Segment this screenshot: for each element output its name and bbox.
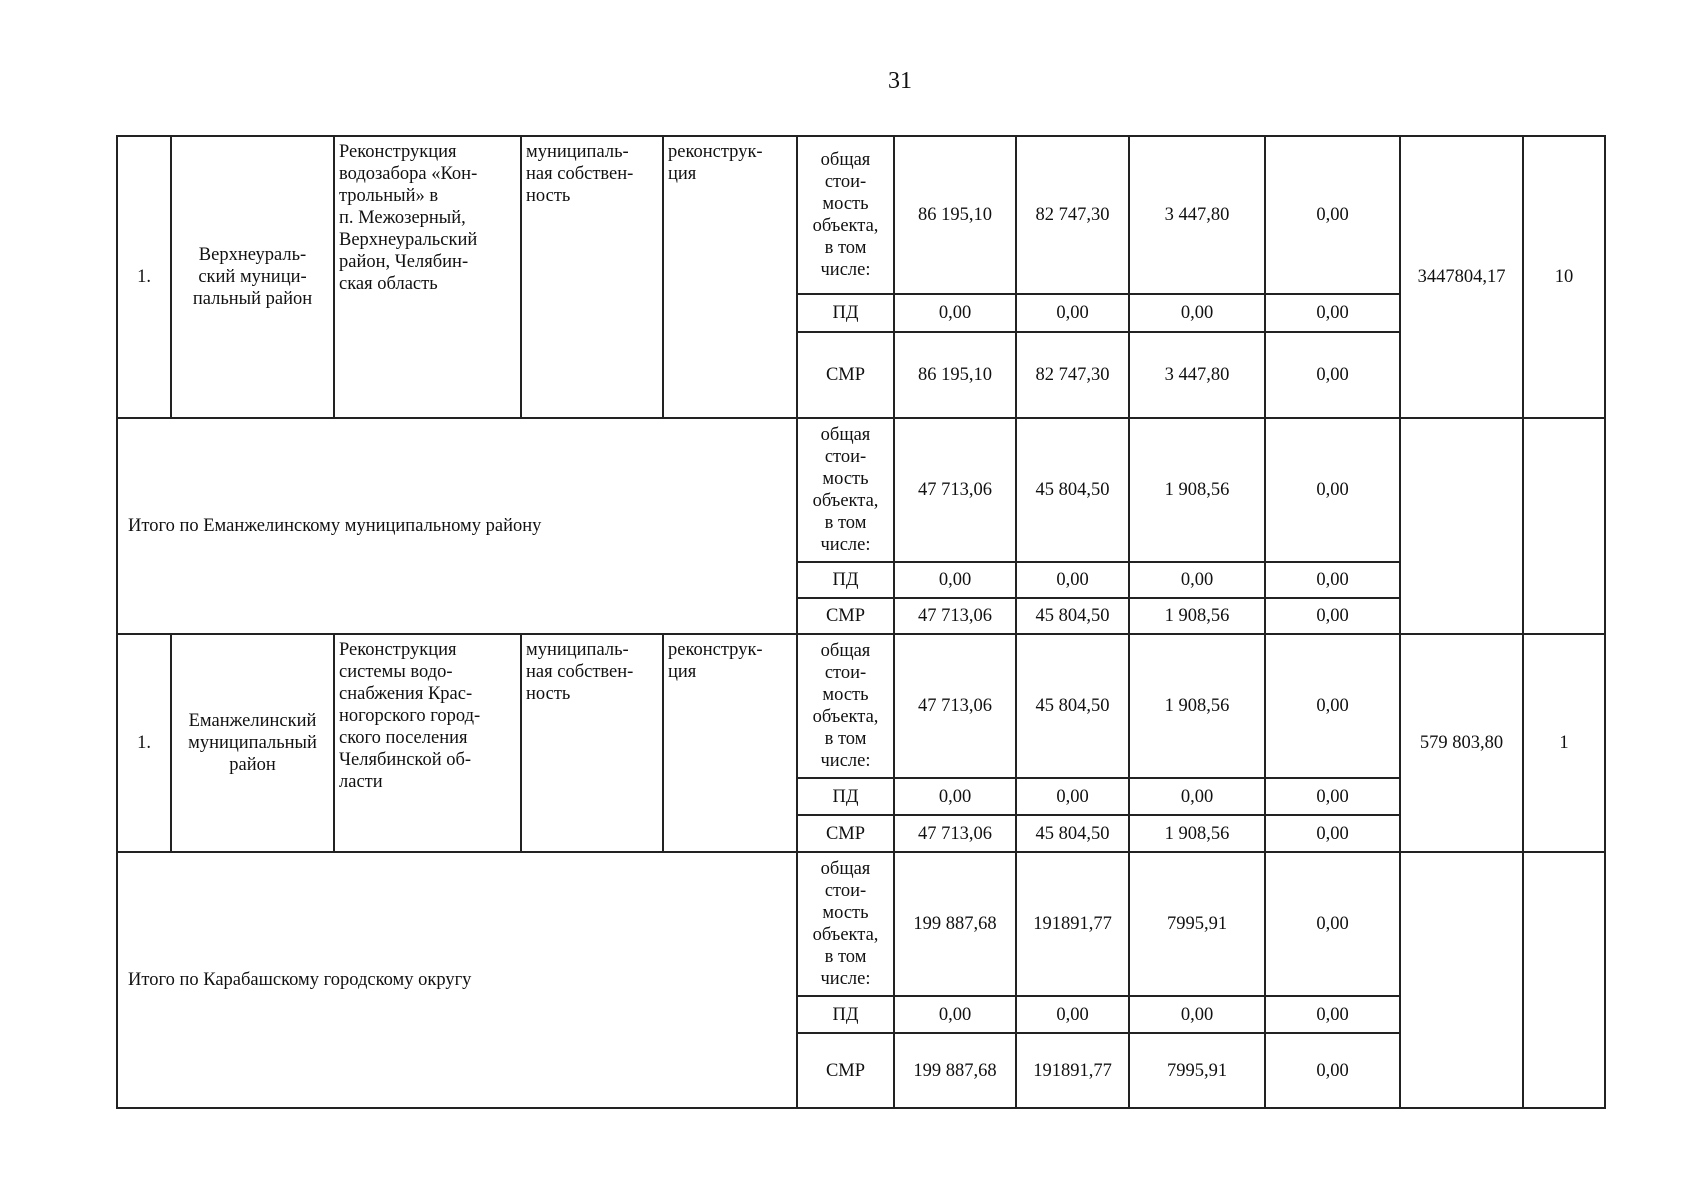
- cost-label-smr: СМР: [797, 598, 894, 634]
- value-cell: 1 908,56: [1129, 634, 1265, 778]
- value-cell: 86 195,10: [894, 332, 1016, 418]
- value-cell: 0,00: [1129, 996, 1265, 1033]
- object-name: Реконструкция водозабора «Кон- трольный» в п. Межозерный, Верхнеуральский район, Челябин- ская область: [334, 136, 521, 418]
- cost-label-total: общая стои- мость объекта, в том числе:: [797, 136, 894, 294]
- value-cell: 0,00: [1265, 562, 1400, 598]
- value-cell: 0,00: [894, 778, 1016, 815]
- row-number: 1.: [117, 136, 171, 418]
- value-cell: 0,00: [1265, 996, 1400, 1033]
- value-cell: 47 713,06: [894, 634, 1016, 778]
- value-cell: 0,00: [1129, 778, 1265, 815]
- row-number: 1.: [117, 634, 171, 852]
- count-value: 1: [1523, 634, 1605, 852]
- value-cell: 0,00: [1265, 778, 1400, 815]
- table-row: [117, 852, 1605, 996]
- value-cell: 0,00: [894, 996, 1016, 1033]
- subtotal-label: Итого по Еманжелинскому муниципальному району: [117, 418, 797, 634]
- cost-label-smr: СМР: [797, 332, 894, 418]
- value-cell: 0,00: [1129, 562, 1265, 598]
- value-cell: 191891,77: [1016, 852, 1129, 996]
- value-cell: 0,00: [1016, 294, 1129, 332]
- empty-cell: [1523, 852, 1605, 1108]
- value-cell: 0,00: [1265, 136, 1400, 294]
- value-cell: 82 747,30: [1016, 136, 1129, 294]
- cost-label-total: общая стои- мость объекта, в том числе:: [797, 634, 894, 778]
- cost-label-pd: ПД: [797, 562, 894, 598]
- empty-cell: [1400, 852, 1523, 1108]
- empty-cell: [1400, 418, 1523, 634]
- cost-label-pd: ПД: [797, 294, 894, 332]
- value-cell: 0,00: [894, 294, 1016, 332]
- value-cell: 191891,77: [1016, 1033, 1129, 1108]
- value-cell: 0,00: [1129, 294, 1265, 332]
- value-cell: 47 713,06: [894, 815, 1016, 852]
- value-cell: 3 447,80: [1129, 136, 1265, 294]
- value-cell: 0,00: [1265, 852, 1400, 996]
- value-cell: 3 447,80: [1129, 332, 1265, 418]
- table-row: [117, 418, 1605, 562]
- ownership-type: муниципаль- ная собствен- ность: [521, 634, 663, 852]
- cost-label-pd: ПД: [797, 996, 894, 1033]
- cost-label-smr: СМР: [797, 1033, 894, 1108]
- value-cell: 0,00: [1016, 778, 1129, 815]
- value-cell: 7995,91: [1129, 1033, 1265, 1108]
- value-cell: 0,00: [1265, 332, 1400, 418]
- value-cell: 0,00: [1265, 294, 1400, 332]
- district-name: Еманжелинский муниципальный район: [171, 634, 334, 852]
- object-name: Реконструкция системы водо- снабжения Крас- ногорского город- ского поселения Челябинской об- ласти: [334, 634, 521, 852]
- count-value: 10: [1523, 136, 1605, 418]
- value-cell: 45 804,50: [1016, 634, 1129, 778]
- cost-label-total: общая стои- мость объекта, в том числе:: [797, 418, 894, 562]
- value-cell: 0,00: [1265, 418, 1400, 562]
- capacity-value: 579 803,80: [1400, 634, 1523, 852]
- page-number: 31: [888, 68, 912, 94]
- value-cell: 199 887,68: [894, 852, 1016, 996]
- value-cell: 45 804,50: [1016, 598, 1129, 634]
- value-cell: 0,00: [1265, 598, 1400, 634]
- value-cell: 0,00: [1016, 996, 1129, 1033]
- work-type: реконструк- ция: [663, 634, 797, 852]
- value-cell: 82 747,30: [1016, 332, 1129, 418]
- value-cell: 47 713,06: [894, 598, 1016, 634]
- table-row: [117, 634, 1605, 778]
- value-cell: 7995,91: [1129, 852, 1265, 996]
- district-name: Верхнеураль- ский муници- пальный район: [171, 136, 334, 418]
- value-cell: 0,00: [894, 562, 1016, 598]
- value-cell: 0,00: [1265, 634, 1400, 778]
- cost-label-total: общая стои- мость объекта, в том числе:: [797, 852, 894, 996]
- value-cell: 0,00: [1265, 815, 1400, 852]
- table-row: [117, 136, 1605, 294]
- subtotal-label: Итого по Карабашскому городскому округу: [117, 852, 797, 1108]
- ownership-type: муниципаль- ная собствен- ность: [521, 136, 663, 418]
- value-cell: 45 804,50: [1016, 418, 1129, 562]
- cost-table: [116, 135, 1606, 1109]
- value-cell: 0,00: [1016, 562, 1129, 598]
- cost-label-pd: ПД: [797, 778, 894, 815]
- value-cell: 1 908,56: [1129, 598, 1265, 634]
- value-cell: 199 887,68: [894, 1033, 1016, 1108]
- value-cell: 1 908,56: [1129, 815, 1265, 852]
- value-cell: 0,00: [1265, 1033, 1400, 1108]
- cost-label-smr: СМР: [797, 815, 894, 852]
- value-cell: 45 804,50: [1016, 815, 1129, 852]
- value-cell: 86 195,10: [894, 136, 1016, 294]
- value-cell: 1 908,56: [1129, 418, 1265, 562]
- capacity-value: 3447804,17: [1400, 136, 1523, 418]
- work-type: реконструк- ция: [663, 136, 797, 418]
- value-cell: 47 713,06: [894, 418, 1016, 562]
- empty-cell: [1523, 418, 1605, 634]
